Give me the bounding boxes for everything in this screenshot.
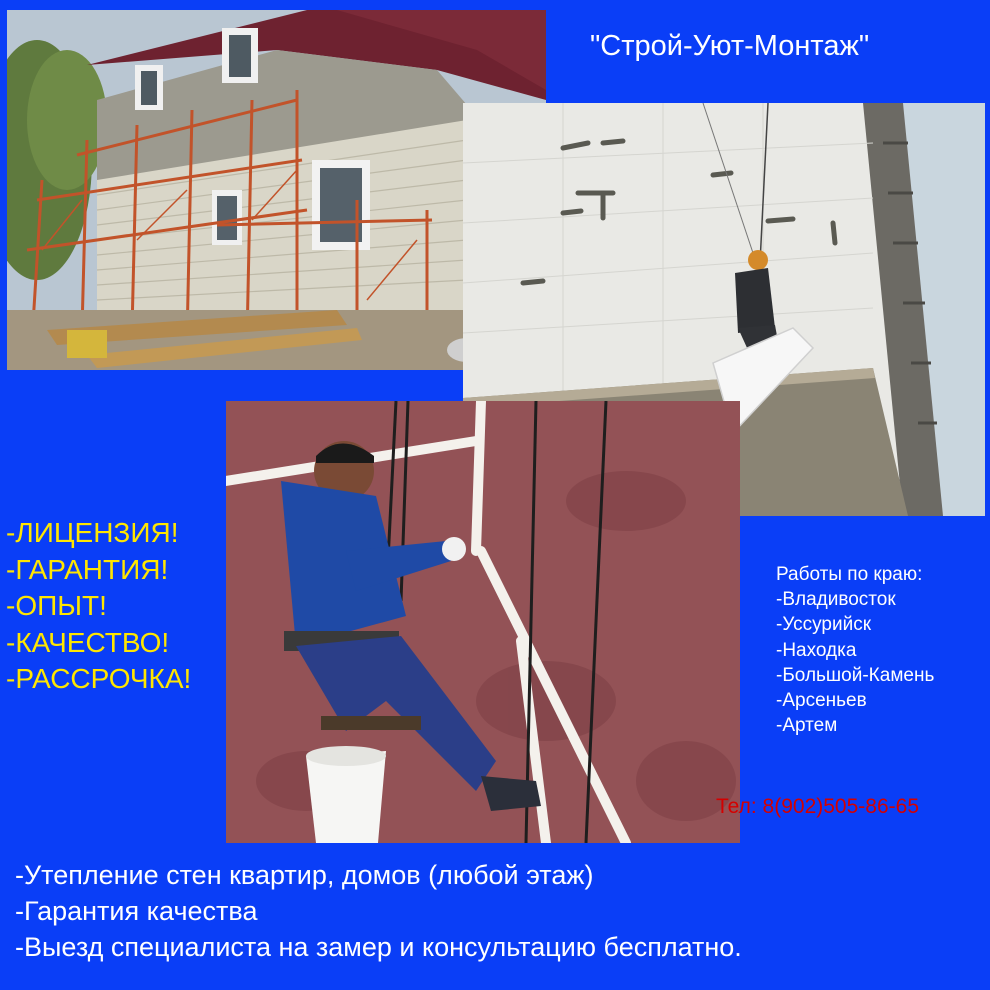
benefit-item: -ГАРАНТИЯ! [6, 553, 169, 585]
benefit-item: -КАЧЕСТВО! [6, 626, 170, 658]
benefit-item: -ОПЫТ! [6, 590, 107, 621]
service-item: -Гарантия качества [15, 896, 258, 926]
service-item: -Утепление стен квартир, домов (любой этаж) [15, 860, 594, 890]
phone-number[interactable]: Тел: 8(902)505-86-65 [716, 795, 919, 818]
city-item: -Артем [776, 715, 838, 737]
service-item: -Выезд специалиста на замер и консультацию бесплатно. [15, 932, 742, 962]
benefit-item: -РАССРОЧКА! [6, 663, 192, 694]
service-region [776, 562, 934, 738]
services-list [15, 857, 742, 965]
cities-list [776, 587, 934, 738]
city-item: -Арсеньев [776, 690, 867, 712]
city-item: -Уссурийск [776, 614, 872, 636]
company-title: "Строй-Уют-Монтаж" [590, 30, 870, 62]
benefits-list [6, 515, 191, 698]
city-item: -Находка [776, 639, 857, 661]
rope-worker-photo [226, 401, 740, 843]
benefit-item: -ЛИЦЕНЗИЯ! [6, 517, 179, 548]
city-item: -Большой-Камень [776, 664, 935, 686]
region-heading: Работы по краю: [776, 564, 923, 585]
city-item: -Владивосток [776, 589, 896, 611]
